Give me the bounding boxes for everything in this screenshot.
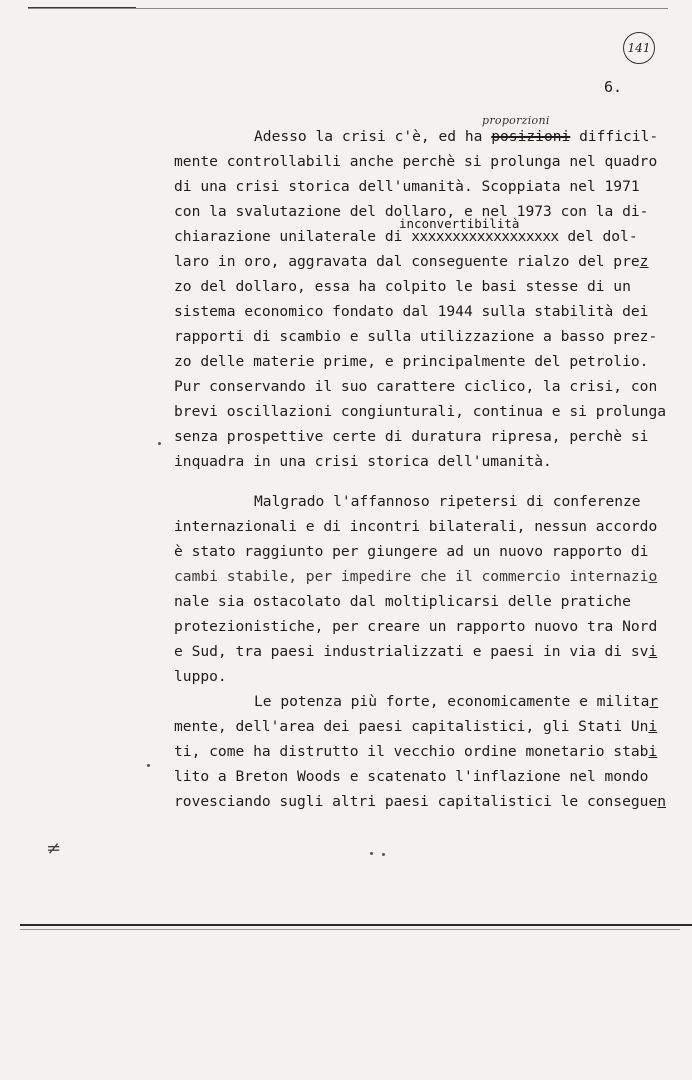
paragraph-2-line-8: luppo. — [174, 668, 227, 685]
paragraph-2-line-4: cambi stabile, per impedire che il commercio internazio — [174, 568, 658, 585]
paragraph-1-line-7: zo del dollaro, essa ha colpito le basi stesse di un — [174, 278, 631, 295]
struck-word: posizioni — [491, 128, 571, 145]
paragraph-3-line-3: ti, come ha distrutto il vecchio ordine monetario stabi — [174, 743, 658, 760]
bottom-edge-line — [20, 924, 692, 926]
handwritten-correction: proporzioni — [482, 114, 550, 127]
paragraph-1-line-1: Adesso la crisi c'è, ed ha posizioni difficil- — [254, 128, 659, 145]
paragraph-2-line-3: è stato raggiunto per giungere ad un nuovo rapporto di — [174, 543, 649, 560]
paragraph-2-line-5: nale sia ostacolato dal moltiplicarsi delle pratiche — [174, 593, 631, 610]
crossed-out-text: xxxxxxxxxxxxxxxxxx — [411, 228, 559, 245]
paragraph-1-line-11: Pur conservando il suo carattere ciclico, la crisi, con — [174, 378, 658, 395]
paragraph-2-line-6: protezionistiche, per creare un rapporto nuovo tra Nord — [174, 618, 658, 635]
paragraph-2-line-1: Malgrado l'affannoso ripetersi di conferenze — [254, 493, 641, 510]
paragraph-2-line-7: e Sud, tra paesi industrializzati e paesi in via di svi — [174, 643, 658, 660]
inserted-word: inconvertibilità — [399, 216, 520, 231]
paragraph-1-line-9: rapporti di scambio e sulla utilizzazione a basso prez- — [174, 328, 658, 345]
ink-speck — [382, 853, 385, 856]
paragraph-1-line-6: laro in oro, aggravata dal conseguente rialzo del prez — [174, 253, 649, 270]
paragraph-1-line-14: inquadra in una crisi storica dell'umanità. — [174, 453, 552, 470]
paragraph-1-line-13: senza prospettive certe di duratura ripresa, perchè si — [174, 428, 649, 445]
paragraph-1-line-2: mente controllabili anche perchè si prolunga nel quadro — [174, 153, 658, 170]
bottom-edge-line-light — [20, 929, 680, 930]
archive-stamp: 141 — [623, 32, 655, 64]
top-edge-line — [28, 8, 668, 9]
paragraph-3-line-4: lito a Breton Woods e scatenato l'inflazione nel mondo — [174, 768, 649, 785]
paragraph-1-line-5: chiarazione unilaterale di xxxxxxxxxxxxxxxxxx del dol- — [174, 228, 638, 245]
paragraph-3-line-1: Le potenza più forte, economicamente e militar — [254, 693, 659, 710]
paragraph-1-line-3: di una crisi storica dell'umanità. Scoppiata nel 1971 — [174, 178, 640, 195]
paragraph-1-line-4: con la svalutazione del dollaro, e nel 1973 con la di- — [174, 203, 649, 220]
paragraph-1-line-10: zo delle materie prime, e principalmente del petrolio. — [174, 353, 649, 370]
paragraph-1-line-8: sistema economico fondato dal 1944 sulla stabilità dei — [174, 303, 649, 320]
page-number: 6. — [604, 78, 623, 96]
ink-speck — [147, 764, 150, 767]
ink-speck — [370, 852, 373, 855]
paragraph-3-line-2: mente, dell'area dei paesi capitalistici, gli Stati Uni — [174, 718, 658, 735]
paragraph-3-line-5: rovesciando sugli altri paesi capitalistici le conseguen — [174, 793, 667, 810]
paragraph-1-line-12: brevi oscillazioni congiunturali, continua e si prolunga — [174, 403, 667, 420]
paragraph-2-line-2: internazionali e di incontri bilaterali, nessun accordo — [174, 518, 658, 535]
margin-mark: ≠ — [46, 838, 62, 859]
ink-speck — [158, 442, 161, 445]
